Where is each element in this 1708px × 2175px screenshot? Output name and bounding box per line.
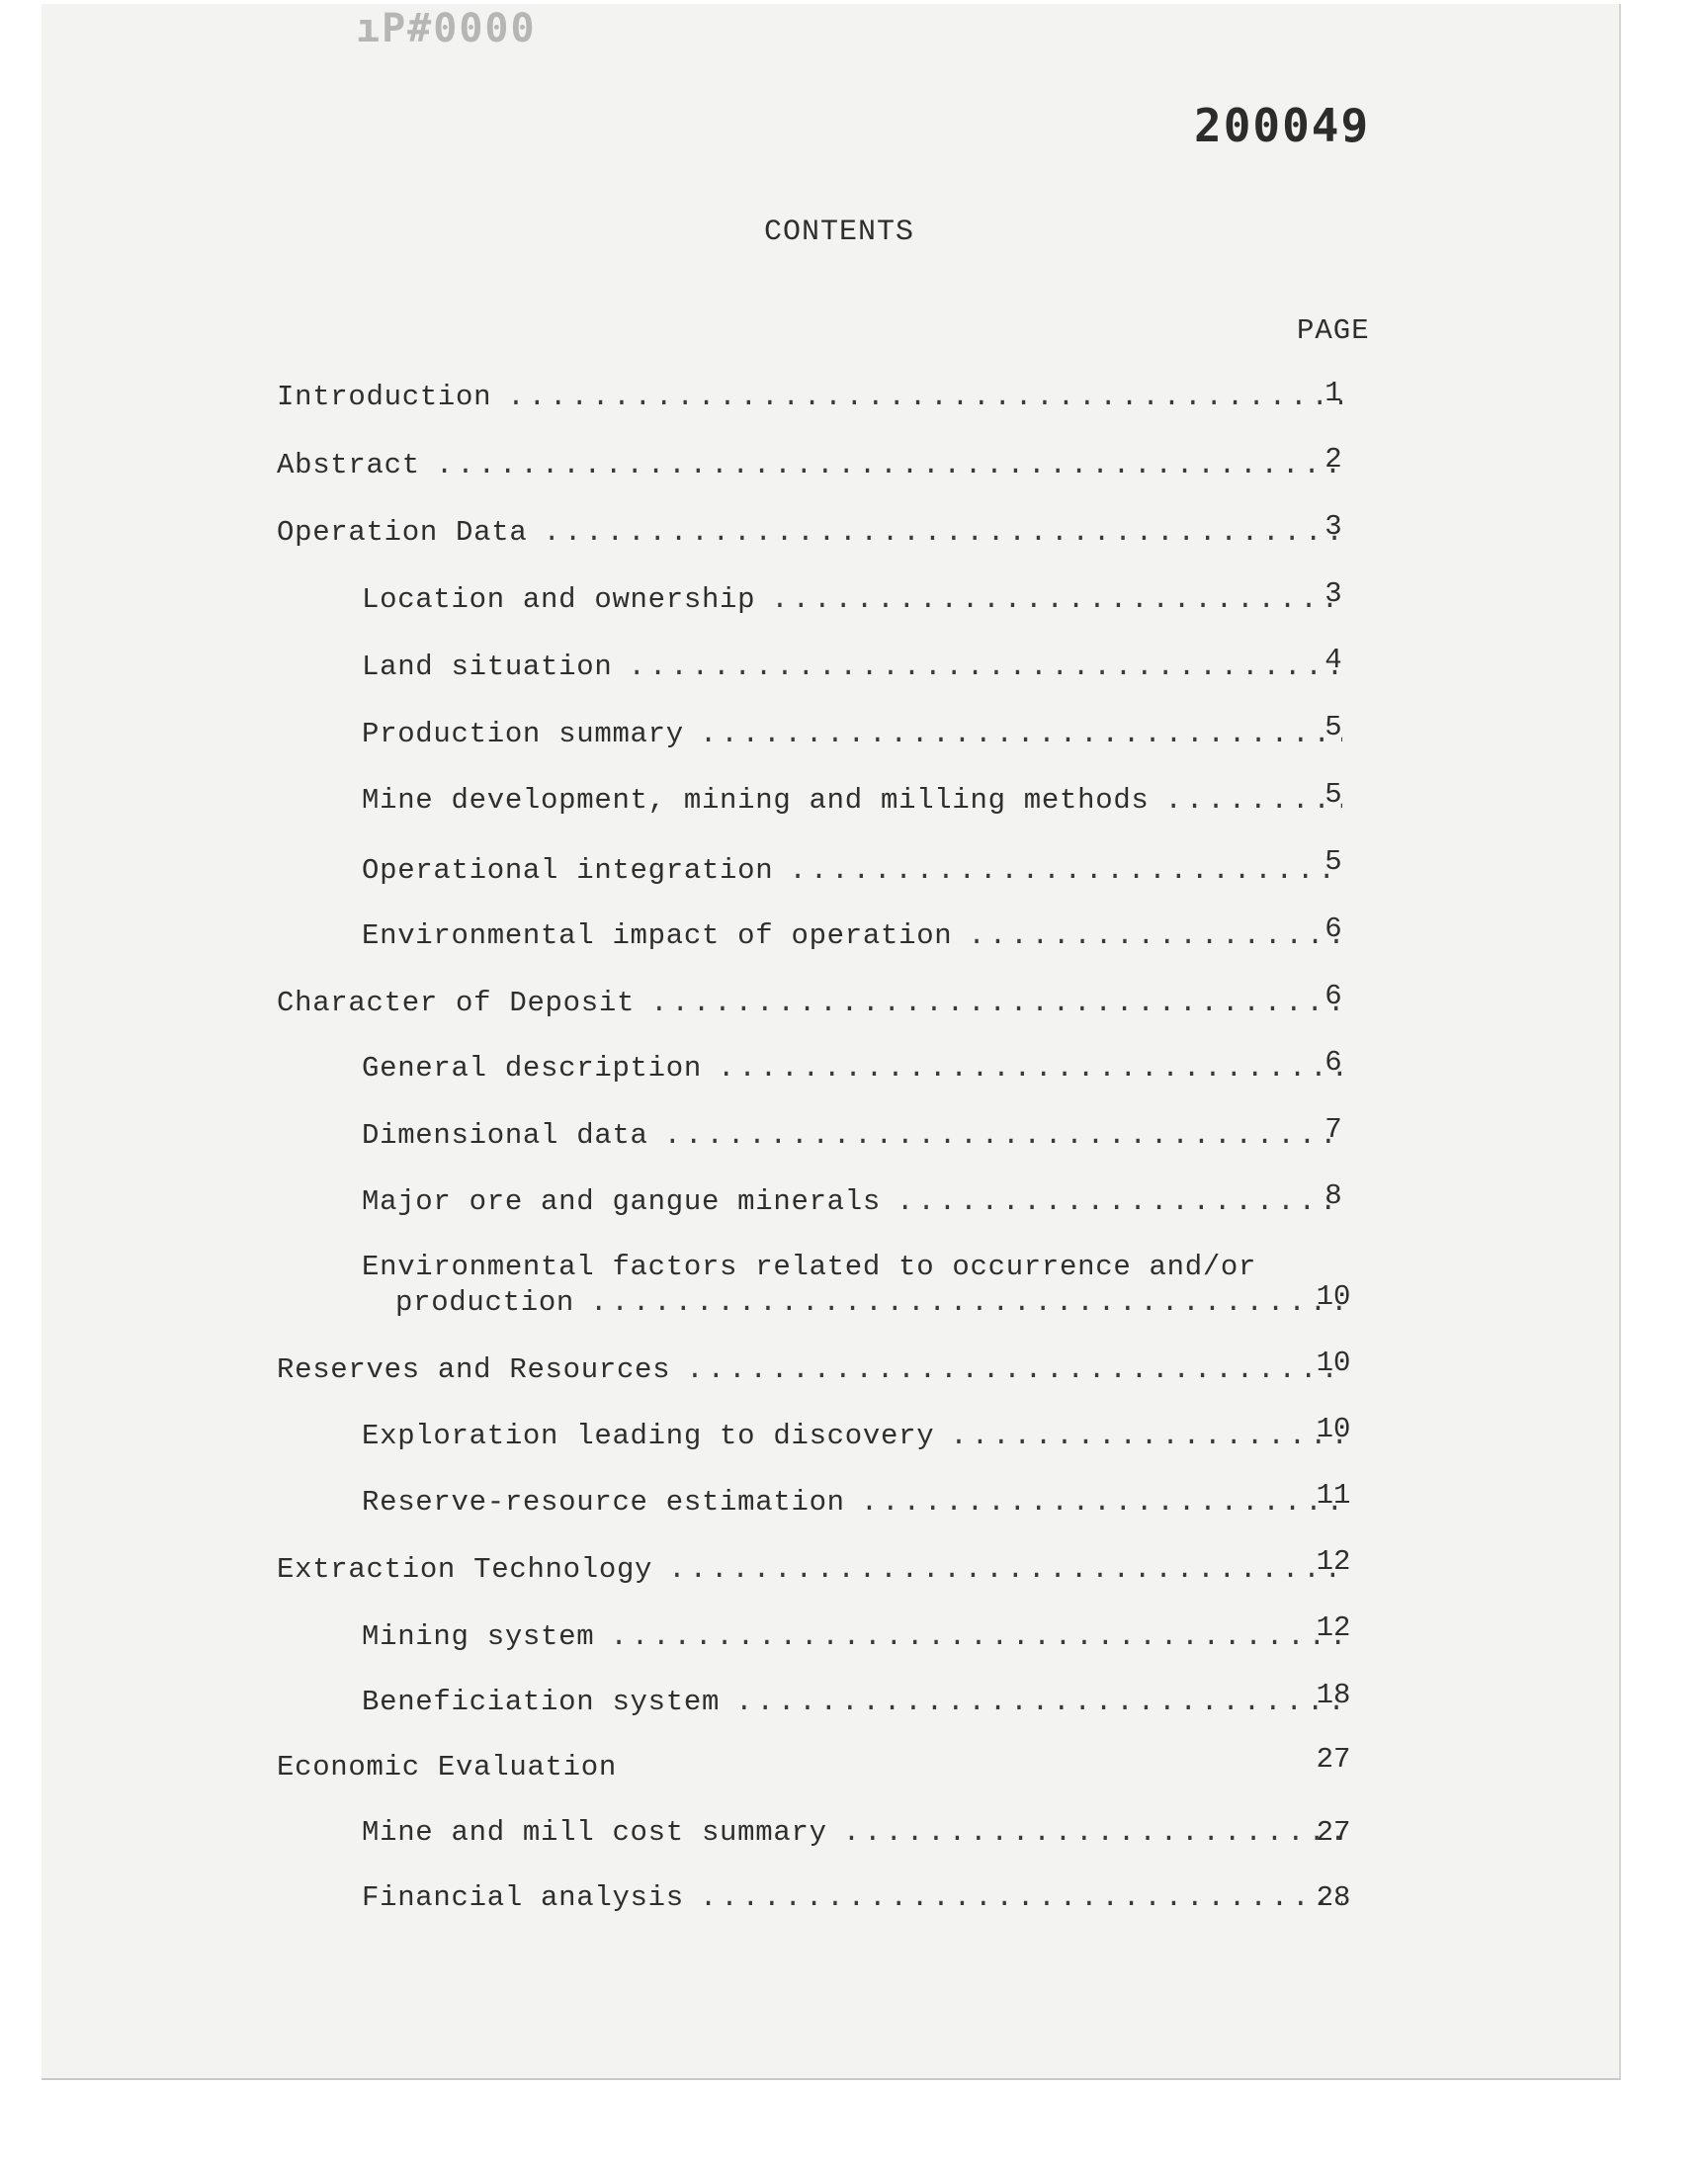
entry-page-number: 3 (1324, 577, 1342, 610)
dot-leader (700, 717, 1342, 752)
toc-entry-financial-analysis (362, 1880, 1342, 1916)
entry-title: Beneficiation system (362, 1686, 721, 1718)
entry-page-number: 18 (1316, 1679, 1351, 1711)
entry-title: Financial analysis (362, 1881, 684, 1914)
toc-entry-environmental-impact (362, 918, 1342, 954)
toc-entry-reserve-estimation (362, 1485, 1342, 1521)
entry-title: Reserve-resource estimation (362, 1486, 845, 1519)
dot-leader (668, 1552, 1342, 1588)
dot-leader (897, 1184, 1342, 1220)
entry-page-number: 6 (1324, 1046, 1342, 1079)
toc-entry-general-description (362, 1051, 1342, 1087)
dot-leader (843, 1815, 1342, 1851)
contents-heading: CONTENTS (764, 216, 915, 249)
entry-title: Production summary (362, 718, 684, 750)
entry-title: Reserves and Resources (277, 1353, 671, 1386)
toc-entry-location-ownership (362, 582, 1342, 618)
dot-leader (789, 853, 1342, 889)
dot-leader (968, 918, 1342, 954)
entry-page-number: 12 (1316, 1545, 1351, 1578)
entry-title: Location and ownership (362, 583, 756, 616)
entry-page-number: 10 (1316, 1413, 1351, 1445)
toc-entry-environmental-factors (362, 1250, 1342, 1321)
entry-title: Character of Deposit (277, 987, 636, 1019)
entry-title: Extraction Technology (277, 1553, 653, 1586)
entry-page-number: 5 (1324, 711, 1342, 743)
entry-page-number: 5 (1324, 778, 1342, 811)
toc-entry-abstract (277, 448, 1342, 483)
entry-title: Mining system (362, 1620, 595, 1653)
entry-title: Operation Data (277, 516, 528, 549)
dot-leader (718, 1051, 1342, 1087)
dot-leader (950, 1419, 1342, 1454)
toc-entry-introduction (277, 380, 1342, 415)
entry-page-number: 27 (1316, 1743, 1351, 1776)
toc-entry-operation-data (277, 515, 1342, 551)
entry-title-continued: production (395, 1286, 575, 1319)
dot-leader (650, 986, 1342, 1021)
toc-entry-mine-development (362, 783, 1342, 819)
entry-title: Operational integration (362, 854, 774, 887)
toc-entry-dimensional-data (362, 1118, 1342, 1154)
entry-page-number: 5 (1324, 845, 1342, 878)
entry-title: Mine development, mining and milling methods (362, 784, 1150, 817)
dot-leader (735, 1685, 1342, 1720)
toc-entry-major-ore (362, 1184, 1342, 1220)
entry-title: Abstract (277, 449, 420, 481)
document-number-stamp: 200049 (1194, 99, 1371, 152)
toc-entry-character-of-deposit (277, 986, 1342, 1021)
dot-leader (543, 515, 1342, 551)
entry-title: Exploration leading to discovery (362, 1420, 935, 1452)
toc-entry-mining-system (362, 1619, 1342, 1655)
entry-title: Introduction (277, 381, 492, 413)
toc-entry-economic-evaluation (277, 1750, 1342, 1785)
dot-leader (610, 1619, 1342, 1655)
toc-entry-beneficiation-system (362, 1685, 1342, 1720)
entry-page-number: 3 (1324, 510, 1342, 543)
toc-entry-exploration (362, 1419, 1342, 1454)
entry-title: Major ore and gangue minerals (362, 1185, 881, 1218)
dot-leader (628, 650, 1342, 685)
dot-leader (686, 1352, 1342, 1388)
toc-entry-reserves-resources (277, 1352, 1342, 1388)
entry-page-number: 27 (1316, 1816, 1351, 1849)
dot-leader (700, 1880, 1342, 1916)
top-stamp: ıP#0000 (356, 6, 537, 51)
entry-title: Land situation (362, 651, 613, 683)
entry-title: Environmental factors related to occurrence and/or (362, 1251, 1257, 1283)
entry-title: Economic Evaluation (277, 1751, 617, 1784)
entry-title: Environmental impact of operation (362, 919, 953, 952)
dot-leader (507, 380, 1342, 415)
dot-leader (861, 1485, 1342, 1521)
entry-page-number: 8 (1324, 1179, 1342, 1212)
entry-title: Mine and mill cost summary (362, 1816, 827, 1849)
entry-page-number: 6 (1324, 913, 1342, 945)
entry-title: General description (362, 1052, 702, 1085)
dot-leader (436, 448, 1342, 483)
entry-page-number: 10 (1316, 1347, 1351, 1379)
toc-entry-production-summary (362, 717, 1342, 752)
entry-page-number: 4 (1324, 644, 1342, 676)
entry-page-number: 7 (1324, 1113, 1342, 1146)
dot-leader (771, 582, 1342, 618)
toc-entry-cost-summary (362, 1815, 1342, 1851)
entry-page-number: 1 (1324, 377, 1342, 409)
dot-leader (664, 1118, 1342, 1154)
toc-entry-operational-integration (362, 853, 1342, 889)
entry-page-number: 11 (1316, 1479, 1351, 1512)
entry-page-number: 12 (1316, 1611, 1351, 1644)
entry-title: Dimensional data (362, 1119, 648, 1152)
dot-leader (590, 1285, 1342, 1321)
entry-page-number: 10 (1316, 1280, 1351, 1313)
toc-entry-extraction-technology (277, 1552, 1342, 1588)
page-column-label: PAGE (1297, 314, 1370, 347)
entry-page-number: 6 (1324, 980, 1342, 1012)
entry-page-number: 28 (1316, 1881, 1351, 1914)
toc-entry-land-situation (362, 650, 1342, 685)
entry-page-number: 2 (1324, 443, 1342, 476)
